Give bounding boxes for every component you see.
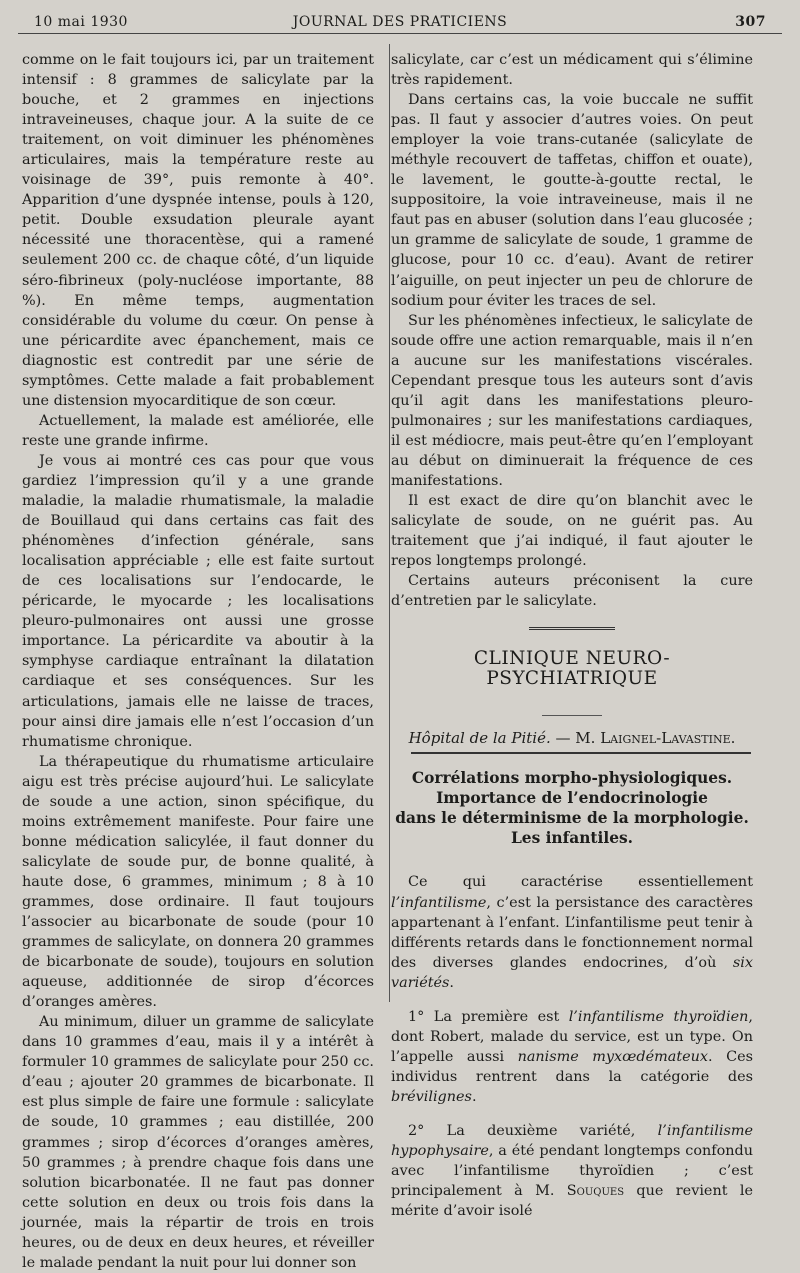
- text-run: 1° La première est: [408, 1008, 569, 1025]
- variety-2-paragraph: [391, 1121, 753, 1221]
- paragraph: salicylate, car c’est un médicament qui s’élimine très rapidement.: [391, 52, 753, 89]
- page-header: [34, 12, 766, 34]
- text-run: Ce qui caractérise essentiellement: [408, 874, 753, 891]
- journal-title: JOURNAL DES PRATICIENS: [292, 14, 508, 30]
- left-column: [22, 50, 374, 1273]
- text-run: , c’est la persistance des caractères appartenant à l’enfant. L’infantilisme peut tenir à différents retards dans le fonctionnement normal des diverses glandes endocrines, d’où: [391, 894, 753, 971]
- section-title: CLINIQUE NEURO-PSYCHIATRIQUE: [473, 648, 671, 690]
- emphasis: brévilignes: [391, 1088, 472, 1105]
- hospital-line: [391, 728, 753, 748]
- intro-paragraph: [391, 872, 753, 992]
- section-rule: [542, 715, 602, 716]
- lecture-title: [391, 768, 753, 848]
- page-number: 307: [735, 14, 766, 30]
- author-name: Laignel-Lavastine.: [600, 729, 736, 748]
- dash: — M.: [550, 729, 601, 748]
- paragraph: Sur les phénomènes infectieux, le salicylate de soude offre une action remarquable, mais il n’en a aucune sur les manifestations viscérales. Cependant presque tous les auteurs sont d’avis qu’il agit dans les manifestations pleuro-pulmonaires ; sur les manifestations cardiaques, il est médiocre, mais peut-être qu’en l’employant au début on diminuerait la fréquence de ces manifestations.: [391, 312, 753, 489]
- text-run: .: [449, 974, 454, 991]
- paragraph: Au minimum, diluer un gramme de salicylate dans 10 grammes d’eau, mais il y a intérêt à formuler 10 grammes de salicylate pour 250 cc. d’eau ; ajouter 20 grammes de bicarbonate. Il est plus simple de faire une formule : salicylate de soude, 10 grammes ; eau distillée, 200 grammes ; sirop d’écorces d’oranges amères, 50 grammes ; à prendre chaque fois dans une solution bicarbonatée. Il ne faut pas donner cette solution en deux ou trois fois dans la journée, mais la répartir de trois en trois heures, ou de deux en deux heures, et réveiller le malade pendant la nuit pour lui donner son: [22, 1014, 374, 1271]
- lecture-title-line: dans le déterminisme de la morphologie.: [395, 809, 749, 828]
- emphasis: nanisme myxœdémateux: [517, 1048, 709, 1065]
- right-column: [391, 50, 753, 1221]
- paragraph: Dans certains cas, la voie buccale ne suffit pas. Il faut y associer d’autres voies. On peut employer la voie trans-cutanée (salicylate de méthyle recouvert de taffetas, chiffon et ouate), le lavement, le goutte-à-goutte rectal, le suppositoire, la voie intraveineuse, mais il ne faut pas en abuser (solution dans l’eau glucosée ; un gramme de salicylate de soude, 1 gramme de glucose, pour 10 cc. d’eau). Avant de retirer l’aiguille, on peut injecter un peu de chlorure de sodium pour éviter les traces de sel.: [391, 92, 753, 309]
- section-separator: [529, 627, 615, 633]
- variety-1-paragraph: [391, 1007, 753, 1107]
- emphasis: l’infantilisme thyroïdien: [568, 1008, 749, 1025]
- paragraph: Il est exact de dire qu’on blanchit avec le salicylate de soude, on ne guérit pas. Au traitement que j’ai indiqué, il faut ajouter le repos longtemps prolongé.: [391, 493, 753, 570]
- lecture-title-line: Importance de l’endocrinologie: [436, 789, 708, 808]
- lecture-title-line: Corrélations morpho-physiologiques.: [411, 769, 733, 788]
- paragraph: Actuellement, la malade est améliorée, elle reste une grande infirme.: [22, 412, 374, 449]
- text-run: , dont Robert, malade du service, est un type. On l’appelle aussi: [391, 1008, 753, 1065]
- hospital-name: Hôpital de la Pitié.: [408, 729, 551, 748]
- paragraph: comme on le fait toujours ici, par un traitement intensif : 8 grammes de salicylate par la bouche, et 2 grammes en injections intraveineuses, chaque jour. A la suite de ce traitement, on voit diminuer les phénomènes articulaires, mais la température reste au voisinage de 39°, puis remonte à 40°. Apparition d’une dyspnée intense, pouls à 120, petit. Double exsudation pleurale ayant nécessité une thoracentèse, qui a ramené seulement 200 cc. de chaque côté, d’un liquide séro-fibrineux (poly-nucléose importante, 88 %). En même temps, augmentation considérable du volume du cœur. On pense à une péricardite avec épanchement, mais ce diagnostic est contredit par une série de symptômes. Cette malade a fait probablement une distension myocarditique de son cœur.: [22, 52, 374, 409]
- emphasis: l’infantilisme hypophysaire: [391, 1122, 753, 1160]
- text-run: .: [471, 1088, 477, 1105]
- text-run: 2° La deuxième variété,: [408, 1122, 658, 1139]
- paragraph: Je vous ai montré ces cas pour que vous gardiez l’impression qu’il y a une grande maladie, la maladie rhumatismale, la maladie de Bouillaud qui dans certains cas fait des phénomènes d’infection générale, sans localisation appréciable ; elle est faite surtout de ces localisations sur l’endocarde, le péricarde, le myocarde ; les localisations pleuro-pulmonaires ont aussi une grosse importance. La péricardite va aboutir à la symphyse cardiaque entraînant la dilatation cardiaque et ses conséquences. Sur les articulations, jamais elle ne laisse de traces, pour ainsi dire jamais elle n’est l’occasion d’un rhumatisme chronique.: [22, 452, 374, 750]
- emphasis: six variétés: [391, 954, 753, 991]
- lecture-title-line: Les infantiles.: [510, 829, 634, 848]
- person-name: M. Souques: [535, 1183, 625, 1200]
- header-rule: [18, 33, 782, 34]
- text-run: que revient le mérite d’avoir isolé: [391, 1183, 753, 1220]
- text-run: . Ces individus rentrent dans la catégorie des: [391, 1048, 753, 1085]
- paragraph: La thérapeutique du rhumatisme articulaire aigu est très précise aujourd’hui. Le salicylate de soude a une action, sinon spécifique, du moins extrêmement manifeste. Pour faire une bonne médication salicylée, il faut donner du salicylate de soude pur, de bonne qualité, à haute dose, 6 grammes, minimum ; 8 à 10 grammes, dose ordinaire. Il faut toujours l’associer au bicarbonate de soude (pour 10 grammes de salicylate, on donnera 20 grammes de bicarbonate de soude), toujours en solution aqueuse, additionnée de sirop d’écorces d’oranges amères.: [22, 753, 374, 1011]
- hospital-rule: [411, 752, 751, 754]
- issue-date: 10 mai 1930: [34, 14, 128, 30]
- emphasis: l’infantilisme: [391, 894, 487, 911]
- paragraph: Certains auteurs préconisent la cure d’entretien par le salicylate.: [391, 573, 753, 610]
- text-run: , a été pendant longtemps confondu avec l’infantilisme thyroïdien ; c’est principalement à: [391, 1143, 753, 1200]
- column-divider: [389, 44, 390, 1002]
